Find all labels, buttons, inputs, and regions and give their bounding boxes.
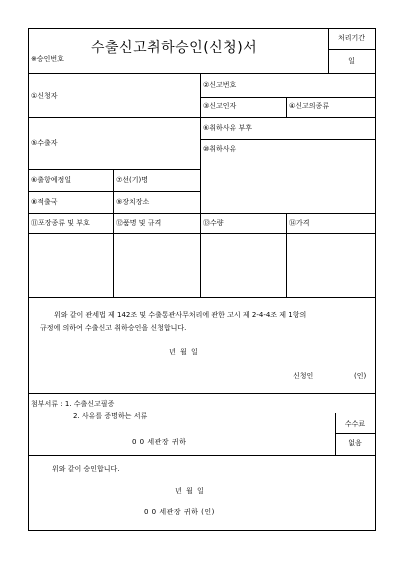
rule (375, 28, 376, 531)
approval-signature: 0 0 세관장 귀하 (인) (144, 508, 215, 516)
rule (28, 117, 375, 118)
rule (200, 139, 375, 140)
attachments-item-2: 2. 사유를 증명하는 서류 (73, 412, 148, 420)
rule (113, 169, 114, 297)
rule (28, 530, 375, 531)
attachments-label: 첨부서류 : 1. 수출신고필증 (31, 400, 115, 408)
fee-value: 없음 (348, 439, 362, 447)
destination-label: ⑧적출국 (31, 198, 58, 206)
rule (286, 97, 287, 117)
rule (335, 433, 375, 434)
processing-period-value: 일 (348, 57, 355, 65)
application-date: 년 월 일 (169, 348, 199, 356)
withdraw-reason-label: ⑩취하사유 (203, 145, 237, 153)
loading-schedule-label: ⑥출항예정일 (31, 176, 72, 184)
fee-label: 수수료 (344, 420, 366, 428)
withdraw-reason-code-label: ⑥취하사유 부후 (203, 124, 253, 132)
declaration-number-label: ②신고번호 (203, 81, 237, 89)
processing-period-label: 처리기간 (337, 34, 366, 42)
rule (28, 233, 375, 234)
rule (200, 97, 375, 98)
declarer-label: ③신고인자 (203, 102, 237, 110)
vessel-name-label: ⑦선(기)명 (116, 176, 149, 184)
rule (28, 455, 375, 456)
addressee: 0 0 세관장 귀하 (132, 438, 187, 446)
applicant-sign-label: 신청인 (293, 372, 314, 380)
packaging-label: ⑪포장종류 및 부호 (31, 219, 90, 227)
item-spec-label: ⑫품명 및 규격 (116, 219, 162, 227)
rule (328, 49, 375, 50)
statement-line-1: 위와 같이 관세법 제 142조 및 수출통관사무처리에 관한 고시 제 2-4-4조 제 1항의 (54, 311, 307, 319)
statement-line-2: 규정에 의하여 수출신고 취하승인을 신청합니다. (40, 324, 187, 332)
rule (28, 28, 375, 29)
rule (28, 28, 29, 530)
storage-location-label: ⑨장치장소 (116, 198, 150, 206)
rule (286, 213, 287, 297)
approval-statement: 위와 같이 승인합니다. (52, 465, 120, 473)
approval-date: 년 월 일 (175, 487, 205, 495)
rule (28, 213, 375, 214)
form-title: 수출신고취하승인(신청)서 (91, 40, 258, 56)
rule (28, 169, 200, 170)
declaration-type-label: ④신고의종류 (289, 102, 330, 110)
rule (28, 297, 375, 298)
price-label: ⑭가격 (289, 219, 310, 227)
rule (28, 191, 200, 192)
quantity-label: ⑬수량 (203, 219, 224, 227)
rule (28, 73, 375, 74)
rule (200, 73, 201, 297)
rule (28, 393, 375, 394)
applicant-label: ①신청자 (31, 92, 58, 100)
applicant-seal: (인) (354, 372, 367, 380)
approval-number-label: ※승인번호 (31, 55, 64, 63)
exporter-label: ⑤수출자 (31, 139, 58, 147)
